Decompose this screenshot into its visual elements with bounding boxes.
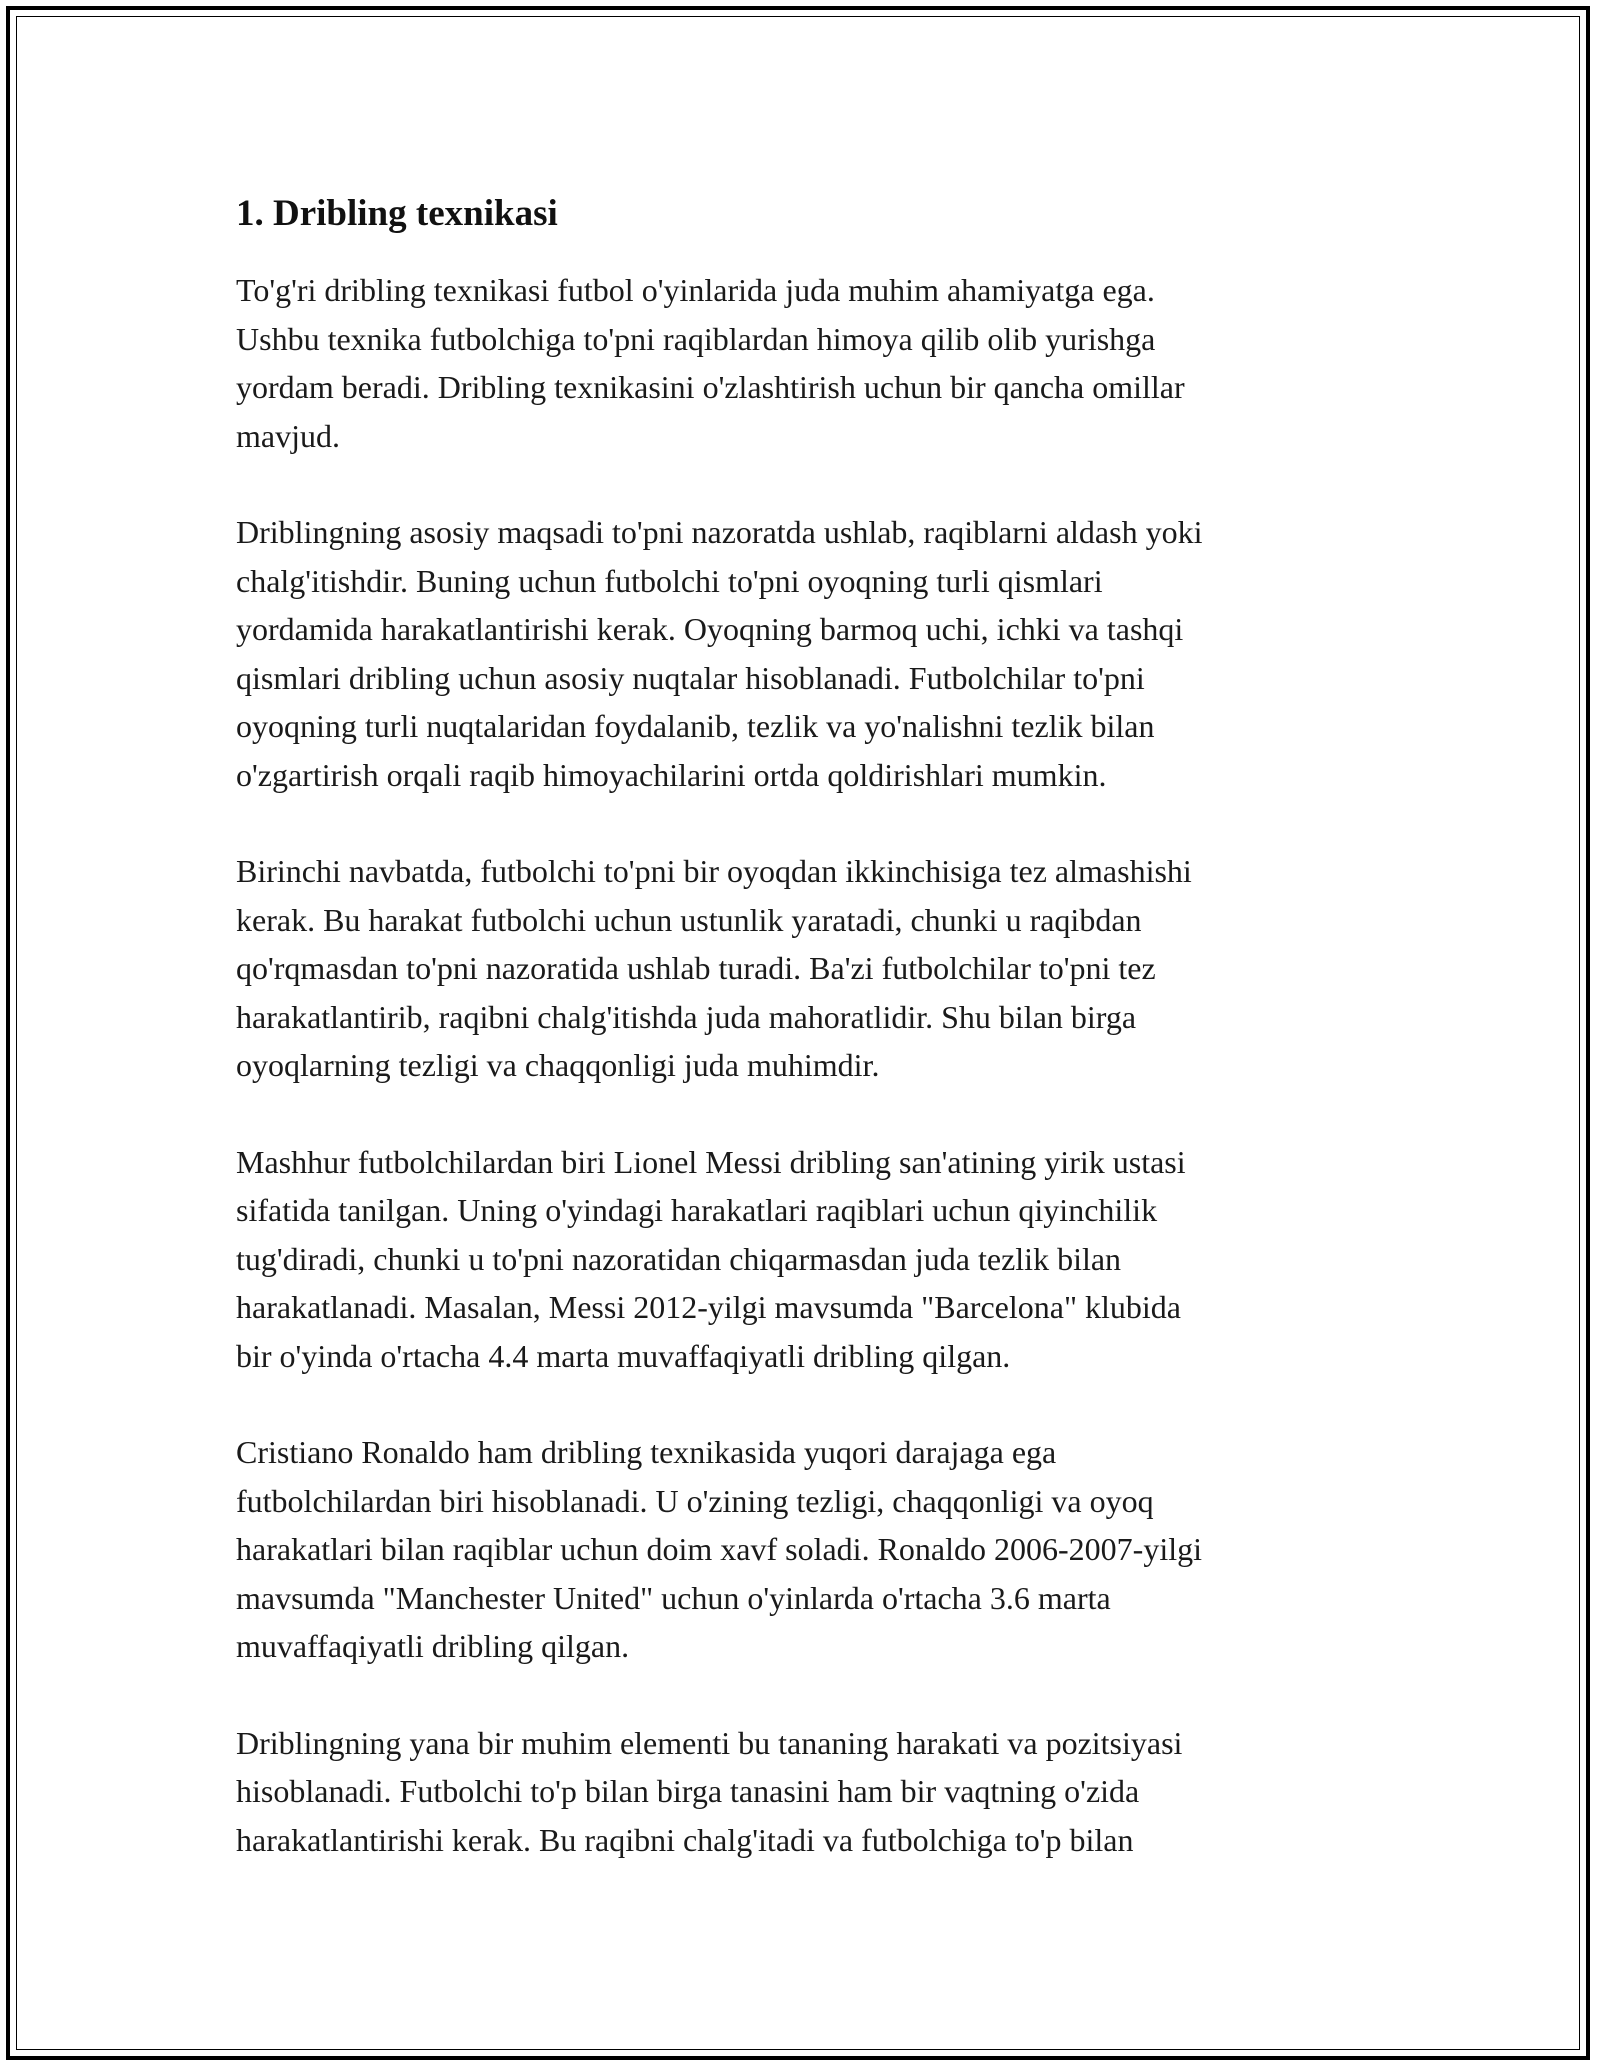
paragraph [236,266,1366,460]
document-body [236,186,1366,1912]
paragraph-line: mavjud. [236,417,340,454]
section-heading: 1. Dribling texnikasi [236,193,558,234]
paragraph-line: harakatlari bilan raqiblar uchun doim xavf soladi. Ronaldo 2006-2007-yilgi [236,1531,1202,1567]
paragraph-line: yordamida harakatlantirishi kerak. Oyoqning barmoq uchi, ichki va tashqi [236,611,1184,647]
paragraph-line: bir o'yinda o'rtacha 4.4 marta muvaffaqiyatli dribling qilgan. [236,1337,1011,1374]
paragraph-list [236,266,1366,1864]
paragraph-line: futbolchilardan biri hisoblanadi. U o'zining tezligi, chaqqonligi va oyoq [236,1482,1154,1519]
paragraph-line: harakatlanadi. Masalan, Messi 2012-yilgi mavsumda "Barcelona" klubida [236,1289,1181,1325]
paragraph [236,1428,1366,1671]
paragraph-line: oyoqlarning tezligi va chaqqonligi juda muhimdir. [236,1047,880,1083]
paragraph-line: tug'diradi, chunki u to'pni nazoratidan chiqarmasdan juda tezlik bilan [236,1240,1122,1277]
paragraph-line: yordam beradi. Dribling texnikasini o'zlashtirish uchun bir qancha omillar [236,369,1185,405]
paragraph-line: kerak. Bu harakat futbolchi uchun ustunlik yaratadi, chunki u raqibdan [236,901,1142,938]
paragraph-line: hisoblanadi. Futbolchi to'p bilan birga tanasini ham bir vaqtning o'zida [236,1773,1140,1809]
paragraph [236,847,1366,1090]
paragraph-line: chalg'itishdir. Buning uchun futbolchi to'pni oyoqning turli qismlari [236,562,1103,599]
paragraph [236,1138,1366,1381]
paragraph-line: Ushbu texnika futbolchiga to'pni raqiblardan himoya qilib olib yurishga [236,320,1156,357]
paragraph-line: Cristiano Ronaldo ham dribling texnikasida yuqori darajaga ega [236,1434,1057,1470]
paragraph-line: harakatlantirishi kerak. Bu raqibni chalg'itadi va futbolchiga to'p bilan [236,1821,1134,1858]
paragraph [236,508,1366,799]
paragraph-line: qo'rqmasdan to'pni nazoratida ushlab turadi. Ba'zi futbolchilar to'pni tez [236,950,1156,986]
paragraph-line: qismlari dribling uchun asosiy nuqtalar hisoblanadi. Futbolchilar to'pni [236,659,1145,696]
paragraph-line: To'g'ri dribling texnikasi futbol o'yinlarida juda muhim ahamiyatga ega. [236,272,1155,308]
paragraph-line: Driblingning asosiy maqsadi to'pni nazoratda ushlab, raqiblarni aldash yoki [236,514,1203,550]
paragraph-line: Birinchi navbatda, futbolchi to'pni bir oyoqdan ikkinchisiga tez almashishi [236,853,1192,889]
paragraph-line: harakatlantirib, raqibni chalg'itishda juda mahoratlidir. Shu bilan birga [236,998,1137,1035]
paragraph-line: sifatida tanilgan. Uning o'yindagi harakatlari raqiblari uchun qiyinchilik [236,1192,1158,1228]
paragraph-line: Driblingning yana bir muhim elementi bu tananing harakati va pozitsiyasi [236,1724,1183,1761]
paragraph-line: mavsumda "Manchester United" uchun o'yinlarda o'rtacha 3.6 marta [236,1579,1111,1616]
paragraph-line: o'zgartirish orqali raqib himoyachilarini ortda qoldirishlari mumkin. [236,756,1107,793]
paragraph-line: Mashhur futbolchilardan biri Lionel Messi dribling san'atining yirik ustasi [236,1143,1186,1180]
paragraph-line: muvaffaqiyatli dribling qilgan. [236,1628,630,1664]
paragraph-line: oyoqning turli nuqtalaridan foydalanib, tezlik va yo'nalishni tezlik bilan [236,708,1155,744]
paragraph [236,1719,1366,1865]
